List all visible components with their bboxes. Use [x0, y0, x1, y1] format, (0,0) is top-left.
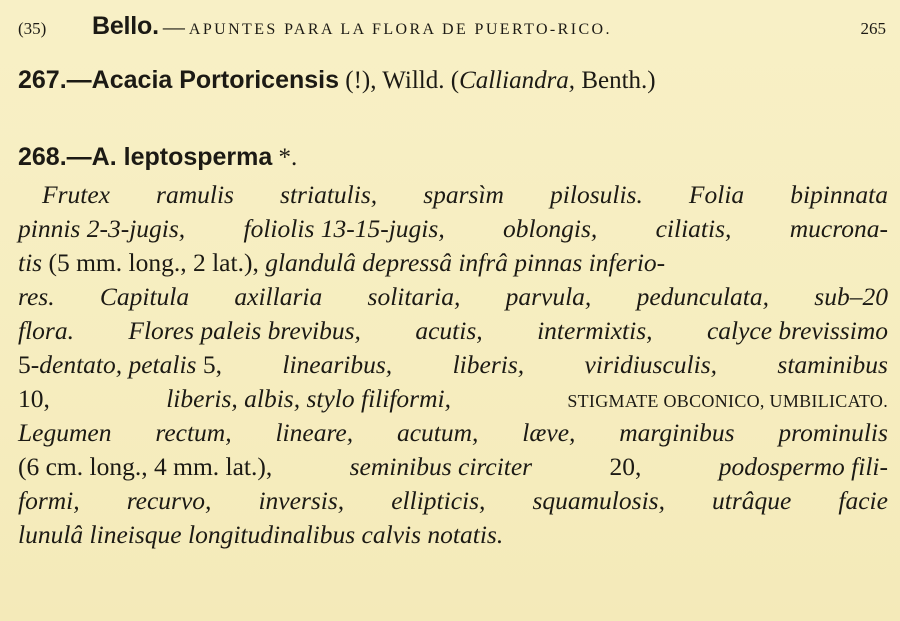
- description-line: [18, 350, 888, 384]
- text-word: pinnis 2-3-jugis,: [18, 214, 186, 243]
- text-run: 5-: [18, 350, 40, 379]
- text-word: recurvo,: [126, 486, 212, 515]
- text-word: foliolis 13-15-jugis,: [243, 214, 445, 243]
- text-word: [18, 350, 222, 380]
- text-word: acutis,: [415, 316, 483, 345]
- entry-number: 268.—: [18, 143, 92, 171]
- description-line: [18, 282, 888, 316]
- synonym-open: (: [444, 67, 460, 94]
- small-caps-run: STIGMATE OBCONICO, UMBILICATO.: [567, 391, 888, 411]
- text-word: calyce brevissimo: [706, 316, 888, 345]
- text-word: lineare,: [275, 418, 354, 447]
- description-line: [18, 486, 888, 520]
- text-word: Legumen: [18, 418, 112, 447]
- text-word: sub–20: [814, 282, 888, 311]
- text-word: sparsìm: [423, 180, 504, 209]
- text-word: Flores paleis brevibus,: [128, 316, 361, 345]
- synonym-authority: Benth.): [575, 67, 656, 94]
- text-word: pedunculata,: [636, 282, 769, 311]
- text-word: staminibus: [777, 350, 888, 379]
- description-line: [42, 180, 888, 214]
- section-number: (35): [18, 19, 47, 38]
- text-word: viridiusculis,: [584, 350, 718, 379]
- text-run: seminibus circiter: [349, 452, 533, 481]
- text-word: flora.: [18, 316, 74, 345]
- text-word: squamulosis,: [532, 486, 665, 515]
- description-line: [18, 316, 888, 350]
- description-line: [18, 520, 888, 554]
- text-word: inversis,: [258, 486, 345, 515]
- text-word: intermixtis,: [537, 316, 653, 345]
- text-run: lunulâ lineisque longitudinalibus calvis notatis.: [18, 520, 504, 549]
- text-run: glandulâ depressâ infrâ pinnas inferio-: [258, 248, 666, 277]
- text-word: prominulis: [778, 418, 888, 447]
- text-word: res.: [18, 282, 55, 311]
- text-word: utrâque: [712, 486, 792, 515]
- text-word: Capitula: [99, 282, 190, 311]
- text-run: liberis, albis, stylo filiformi,: [166, 384, 451, 413]
- description-line: [18, 248, 888, 282]
- text-word: striatulis,: [280, 180, 378, 209]
- species-entry-267: [18, 66, 656, 95]
- text-word: Folia: [688, 180, 745, 209]
- synonym-genus: Calliandra,: [459, 67, 576, 94]
- header-dash: —: [162, 14, 185, 39]
- description-line: [18, 384, 888, 418]
- text-word: marginibus: [619, 418, 735, 447]
- text-word: liberis,: [452, 350, 525, 379]
- entry-number: 267.—: [18, 66, 92, 94]
- text-word: ciliatis,: [655, 214, 732, 243]
- text-word: rectum,: [155, 418, 232, 447]
- species-entry-268: [18, 143, 297, 172]
- text-word: facie: [838, 486, 888, 515]
- text-word: acutum,: [396, 418, 479, 447]
- text-run: dentato, petalis: [39, 350, 197, 379]
- text-word: formi,: [18, 486, 80, 515]
- text-word: Frutex: [42, 180, 110, 209]
- text-word: linearibus,: [282, 350, 393, 379]
- text-run: tis: [18, 248, 43, 277]
- text-word: solitaria,: [367, 282, 461, 311]
- text-word: parvula,: [505, 282, 592, 311]
- text-word: axillaria: [234, 282, 323, 311]
- description-line: [18, 418, 888, 452]
- header-author: Bello.: [92, 12, 159, 40]
- text-run: (6 cm. long., 4 mm. lat.),: [18, 452, 273, 481]
- header-title: APUNTES PARA LA FLORA DE PUERTO-RICO.: [188, 21, 612, 38]
- running-header: [18, 12, 886, 42]
- text-run: 5,: [196, 350, 222, 379]
- text-run: podospermo fili-: [718, 452, 888, 481]
- text-word: 10,: [18, 384, 50, 413]
- species-name: Acacia Portoricensis: [91, 66, 340, 94]
- text-word: oblongis,: [503, 214, 598, 243]
- text-word: pilosulis.: [550, 180, 643, 209]
- text-word: ramulis: [156, 180, 234, 209]
- text-word: 20,: [609, 452, 642, 481]
- description-line: [18, 214, 888, 248]
- text-run: (5 mm. long., 2 lat.),: [42, 248, 259, 277]
- text-word: læve,: [522, 418, 576, 447]
- species-name: A. leptosperma: [91, 143, 273, 171]
- page-number: 265: [860, 19, 886, 38]
- species-mark: (!),: [339, 67, 377, 94]
- text-word: bipinnata: [790, 180, 888, 209]
- species-authority: Willd.: [376, 67, 445, 94]
- text-word: ellipticis,: [391, 486, 486, 515]
- species-mark: *.: [272, 144, 298, 171]
- description-line: [18, 452, 888, 486]
- text-word: mucrona-: [789, 214, 888, 243]
